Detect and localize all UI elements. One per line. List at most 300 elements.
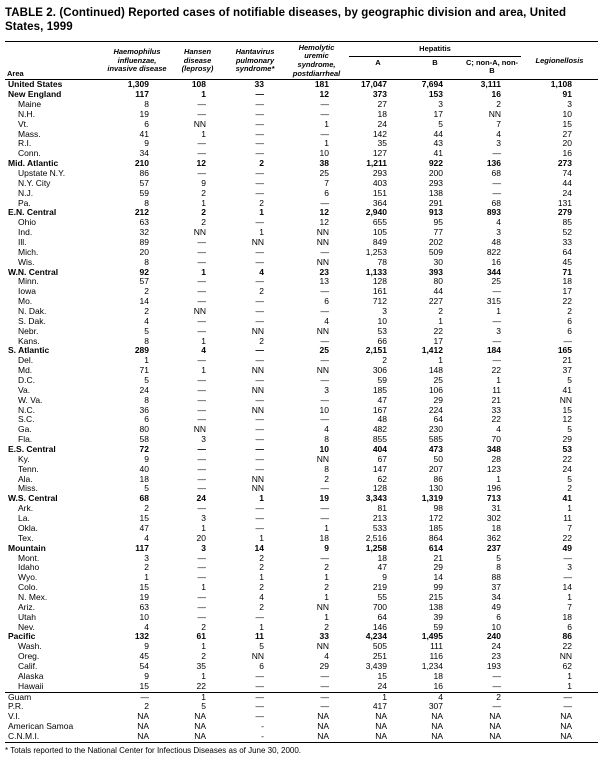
row-value-cell: — <box>197 149 206 159</box>
row-value-cell: 108 <box>191 79 206 90</box>
row-value-cell: 2 <box>201 208 206 218</box>
row-value-cell: 1,234 <box>421 661 443 671</box>
row-value-cell: — <box>197 316 206 326</box>
row-value-cell: NN <box>251 484 264 494</box>
row-value-cell: NA <box>194 722 206 732</box>
row-value-cell: 307 <box>428 702 443 712</box>
row-value-cell: 20 <box>196 533 206 543</box>
row-value-cell: 1 <box>324 592 329 602</box>
row-value-cell: 22 <box>433 326 443 336</box>
row-value-cell: 18 <box>562 612 573 622</box>
row-value-cell: 55 <box>377 592 387 602</box>
row-value-cell: 28 <box>491 454 502 464</box>
row-value-cell: 27 <box>562 129 573 139</box>
row-area-label: Upstate N.Y. <box>18 168 66 178</box>
row-area-label: Iowa <box>18 287 36 297</box>
row-value-cell: 1 <box>438 356 443 366</box>
row-value-cell: — <box>563 553 573 563</box>
row-value-cell: 25 <box>319 346 329 356</box>
table-row <box>5 287 598 297</box>
row-value-cell: 215 <box>428 592 443 602</box>
row-value-cell: NN <box>251 366 264 376</box>
row-value-cell: — <box>255 297 264 307</box>
row-value-cell: — <box>255 178 264 188</box>
row-value-cell: — <box>255 376 264 386</box>
row-value-cell: NA <box>521 732 598 742</box>
row-value-cell: 5 <box>438 119 443 129</box>
row-value-cell: 19 <box>139 592 149 602</box>
row-value-cell: 3 <box>567 563 573 573</box>
row-value-cell: — <box>197 247 206 257</box>
row-value-cell: — <box>255 464 264 474</box>
row-value-cell: — <box>492 681 502 691</box>
row-value-cell: 822 <box>486 247 502 257</box>
row-value-cell: 17 <box>562 287 573 297</box>
row-area-label: Minn. <box>18 277 39 287</box>
row-value-cell: — <box>255 90 264 100</box>
row-area-label: E.N. Central <box>8 208 57 218</box>
row-value-cell: 128 <box>372 277 387 287</box>
row-value-cell: 9 <box>324 543 329 553</box>
table-row <box>5 238 598 248</box>
row-value-cell: 41 <box>562 385 573 395</box>
row-value-cell: — <box>320 99 329 109</box>
table-row <box>5 544 598 554</box>
row-value-cell: — <box>255 346 264 356</box>
row-value-cell: 2 <box>259 553 264 563</box>
row-value-cell: 111 <box>430 642 443 652</box>
row-value-cell: 106 <box>428 385 443 395</box>
row-value-cell: 35 <box>377 139 387 149</box>
row-area-label: Ky. <box>18 454 30 464</box>
table-row <box>5 327 598 337</box>
table-row <box>5 159 598 169</box>
row-value-cell: NN <box>251 405 264 415</box>
row-value-cell: 127 <box>372 149 387 159</box>
row-value-cell: 138 <box>428 188 443 198</box>
row-area-label: N.Y. City <box>18 178 51 188</box>
row-area-label: N.H. <box>18 109 35 119</box>
row-value-cell: 7 <box>567 602 573 612</box>
row-value-cell: 193 <box>486 661 502 671</box>
row-area-label: Va. <box>18 385 31 395</box>
row-value-cell: — <box>320 198 329 208</box>
row-value-cell: 4 <box>201 346 206 356</box>
row-value-cell: 10 <box>319 405 329 415</box>
row-area-label: Hawaii <box>18 681 44 691</box>
row-value-cell: 78 <box>377 257 387 267</box>
row-value-cell: 10 <box>491 622 502 632</box>
table-row <box>5 662 598 672</box>
row-value-cell: 2 <box>144 563 149 573</box>
table-row <box>5 386 598 396</box>
row-value-cell: 18 <box>491 523 502 533</box>
row-value-cell: 3 <box>496 139 502 149</box>
row-value-cell: — <box>492 356 502 366</box>
row-value-cell: 1 <box>259 494 264 504</box>
row-value-cell: — <box>320 504 329 514</box>
row-value-cell: 12 <box>562 415 573 425</box>
row-value-cell: — <box>197 592 206 602</box>
row-value-cell: 21 <box>562 356 573 366</box>
row-value-cell: 8 <box>324 435 329 445</box>
row-value-cell: 7,694 <box>421 79 443 90</box>
row-value-cell: 1 <box>567 504 573 514</box>
row-value-cell: — <box>492 149 502 159</box>
col-group-hepatitis: Hepatitis <box>349 41 521 56</box>
row-value-cell: 47 <box>139 523 149 533</box>
row-value-cell: 1,319 <box>421 494 443 504</box>
row-value-cell: — <box>255 435 264 445</box>
row-value-cell: 68 <box>139 494 149 504</box>
row-value-cell: 167 <box>372 405 387 415</box>
row-value-cell: 64 <box>562 247 573 257</box>
row-value-cell: NA <box>169 732 226 742</box>
row-value-cell: 18 <box>377 109 387 119</box>
row-value-cell: 1 <box>324 612 329 622</box>
row-value-cell: 509 <box>428 247 443 257</box>
row-value-cell: 2 <box>144 702 149 712</box>
row-value-cell: 33 <box>491 405 502 415</box>
row-value-cell: 6 <box>144 119 149 129</box>
row-value-cell: 240 <box>486 632 502 642</box>
row-area-label: Alaska <box>18 671 44 681</box>
row-value-cell: 71 <box>139 366 149 376</box>
row-value-cell: 6 <box>567 316 573 326</box>
row-area-label: Maine <box>18 99 42 109</box>
row-area-label: Guam <box>5 692 105 702</box>
row-value-cell: 184 <box>486 346 502 356</box>
row-value-cell: 2 <box>259 602 264 612</box>
row-value-cell: 31 <box>491 504 502 514</box>
row-value-cell: 11 <box>492 385 502 395</box>
row-value-cell: 131 <box>557 198 573 208</box>
row-value-cell: 3 <box>201 435 206 445</box>
row-value-cell: — <box>492 178 502 188</box>
table-row <box>5 425 598 435</box>
row-area-label: New England <box>8 90 62 100</box>
row-area-label: Wis. <box>18 257 35 267</box>
row-value-cell: 5 <box>201 702 206 712</box>
row-value-cell: 24 <box>139 385 149 395</box>
row-area-label: Calif. <box>18 661 38 671</box>
row-value-cell: 293 <box>372 168 387 178</box>
row-area-label: Mont. <box>18 553 40 563</box>
row-value-cell: 22 <box>562 642 573 652</box>
row-area-label: Kans. <box>18 336 40 346</box>
row-value-cell: 58 <box>139 435 149 445</box>
row-value-cell: 59 <box>377 376 387 386</box>
row-value-cell: — <box>255 188 264 198</box>
row-value-cell: 362 <box>486 533 502 543</box>
table-row <box>5 199 598 209</box>
row-value-cell: NN <box>316 602 329 612</box>
row-value-cell: — <box>320 287 329 297</box>
row-value-cell: — <box>255 99 264 109</box>
row-value-cell: 237 <box>486 543 502 553</box>
table-row <box>5 208 598 218</box>
row-area-label: Del. <box>18 356 34 366</box>
row-value-cell: 1 <box>201 583 206 593</box>
row-value-cell: 138 <box>428 602 443 612</box>
row-value-cell: 393 <box>428 267 443 277</box>
row-value-cell: — <box>197 395 206 405</box>
row-value-cell: 2 <box>324 622 329 632</box>
row-value-cell: 2 <box>567 484 573 494</box>
row-value-cell: 128 <box>372 484 387 494</box>
row-value-cell: 181 <box>314 79 329 90</box>
row-value-cell: — <box>197 238 206 247</box>
row-value-cell: — <box>320 247 329 257</box>
row-value-cell: NA <box>463 732 521 742</box>
row-value-cell: — <box>320 395 329 405</box>
row-value-cell: 3 <box>496 326 502 336</box>
row-value-cell: 8 <box>144 395 149 405</box>
row-value-cell: 2 <box>324 474 329 484</box>
row-area-label: Ark. <box>18 504 34 514</box>
row-value-cell: 2 <box>463 692 521 702</box>
row-value-cell: — <box>563 573 573 583</box>
row-value-cell: 33 <box>319 632 329 642</box>
row-value-cell: 86 <box>139 168 149 178</box>
row-value-cell: — <box>197 356 206 366</box>
row-value-cell: NN <box>316 326 329 336</box>
row-value-cell: 15 <box>562 119 573 129</box>
row-value-cell: 22 <box>562 454 573 464</box>
row-value-cell: 8 <box>496 563 502 573</box>
row-value-cell: 66 <box>377 336 387 346</box>
row-value-cell: 67 <box>377 454 387 464</box>
col-header-hepatitis-a: A <box>349 56 407 79</box>
row-value-cell: 33 <box>562 238 573 247</box>
row-value-cell: 89 <box>139 238 149 247</box>
row-value-cell: — <box>197 454 206 464</box>
table-row <box>5 573 598 583</box>
row-value-cell: 64 <box>377 612 387 622</box>
row-value-cell: 47 <box>377 395 387 405</box>
row-value-cell: 4 <box>144 316 149 326</box>
row-area-label: S. Dak. <box>18 316 46 326</box>
row-value-cell: 147 <box>372 464 387 474</box>
row-value-cell: 2 <box>201 622 206 632</box>
row-value-cell: 80 <box>139 425 149 435</box>
row-value-cell: 1 <box>324 573 329 583</box>
row-value-cell: 3,343 <box>365 494 387 504</box>
row-value-cell: NA <box>137 722 149 732</box>
table-row <box>5 139 598 149</box>
row-value-cell: 202 <box>428 238 443 247</box>
row-value-cell: 165 <box>557 346 573 356</box>
row-value-cell: 3 <box>201 514 206 524</box>
row-value-cell: 5 <box>567 425 573 435</box>
row-value-cell: 5 <box>496 553 502 563</box>
row-value-cell: 4 <box>407 692 463 702</box>
row-value-cell: 14 <box>254 543 264 553</box>
row-value-cell: 8 <box>144 198 149 208</box>
row-value-cell: 5 <box>144 484 149 494</box>
row-value-cell: NA <box>375 712 387 722</box>
row-value-cell: 403 <box>372 178 387 188</box>
row-value-cell: — <box>320 484 329 494</box>
row-value-cell: 1 <box>201 129 206 139</box>
row-value-cell: 2 <box>567 307 573 317</box>
row-value-cell: NA <box>489 712 502 722</box>
row-value-cell: — <box>320 702 329 712</box>
row-value-cell: — <box>492 702 502 712</box>
row-value-cell: 2 <box>438 307 443 317</box>
row-value-cell: NN <box>193 307 206 317</box>
table-row <box>5 524 598 534</box>
row-value-cell: 123 <box>486 464 502 474</box>
col-header-hantavirus: Hantavirus pulmonary syndrome* <box>226 41 284 80</box>
row-value-cell: 24 <box>377 119 387 129</box>
row-value-cell: 15 <box>139 514 149 524</box>
row-area-label: D.C. <box>18 376 35 386</box>
row-value-cell: — <box>255 445 264 455</box>
row-value-cell: 585 <box>428 435 443 445</box>
row-value-cell: 306 <box>372 366 387 376</box>
table-row <box>5 179 598 189</box>
row-value-cell: — <box>197 484 206 494</box>
table-row <box>5 258 598 268</box>
row-value-cell: 1 <box>144 573 149 583</box>
row-value-cell: 251 <box>372 652 387 662</box>
table-row <box>5 189 598 199</box>
row-value-cell: — <box>255 395 264 405</box>
row-value-cell: 10 <box>562 109 573 119</box>
row-area-label: Conn. <box>18 149 41 159</box>
table-row <box>5 514 598 524</box>
row-value-cell: 273 <box>557 159 573 169</box>
table-row <box>5 415 598 425</box>
row-value-cell: 57 <box>139 178 149 188</box>
row-value-cell: 29 <box>433 395 443 405</box>
row-value-cell: 10 <box>319 445 329 455</box>
row-value-cell: 1 <box>259 622 264 632</box>
row-value-cell: NN <box>251 385 264 395</box>
row-value-cell: 1,412 <box>421 346 443 356</box>
row-value-cell: 33 <box>254 79 264 90</box>
row-value-cell: — <box>320 336 329 346</box>
row-value-cell: 10 <box>139 612 149 622</box>
table-row <box>5 613 598 623</box>
row-value-cell: 1,309 <box>127 79 149 90</box>
row-value-cell: - <box>261 722 264 732</box>
table-row <box>5 623 598 633</box>
row-area-label: Pacific <box>8 632 36 642</box>
row-value-cell: 64 <box>433 415 443 425</box>
row-value-cell: NA <box>560 712 573 722</box>
table-row <box>5 110 598 120</box>
table-row <box>5 376 598 386</box>
row-value-cell: 344 <box>486 267 502 277</box>
row-value-cell: 9 <box>144 642 149 652</box>
table-row <box>5 297 598 307</box>
row-value-cell: 48 <box>377 415 387 425</box>
row-value-cell: 62 <box>562 661 573 671</box>
row-value-cell: — <box>255 139 264 149</box>
row-value-cell: 1 <box>169 692 226 702</box>
row-value-cell: — <box>226 692 284 702</box>
row-value-cell: NN <box>316 642 329 652</box>
row-value-cell: 185 <box>372 385 387 395</box>
row-value-cell: 77 <box>433 228 443 238</box>
row-value-cell: NA <box>317 712 329 722</box>
row-area-label: Wyo. <box>18 573 38 583</box>
table-row <box>5 337 598 347</box>
row-value-cell: 3 <box>438 99 443 109</box>
row-value-cell: NA <box>105 732 169 742</box>
row-area-label: Oreg. <box>18 652 40 662</box>
row-value-cell: 9 <box>144 454 149 464</box>
row-value-cell: 7 <box>496 119 502 129</box>
row-value-cell: 20 <box>562 139 573 149</box>
row-value-cell: 16 <box>491 257 502 267</box>
row-value-cell: — <box>255 119 264 129</box>
row-area-label: N. Dak. <box>18 307 47 317</box>
row-value-cell: 92 <box>139 267 149 277</box>
row-value-cell: 86 <box>562 632 573 642</box>
table-row <box>5 120 598 130</box>
row-value-cell: — <box>197 445 206 455</box>
row-value-cell: NN <box>488 109 502 119</box>
row-value-cell: 10 <box>319 149 329 159</box>
row-value-cell: 1 <box>259 228 264 238</box>
row-value-cell: — <box>255 454 264 464</box>
row-value-cell: 2 <box>259 287 264 297</box>
row-value-cell: 9 <box>144 139 149 149</box>
row-area-label: N.J. <box>18 188 34 198</box>
row-area-label: Vt. <box>18 119 29 129</box>
row-value-cell: 34 <box>491 592 502 602</box>
row-value-cell: 22 <box>562 533 573 543</box>
row-value-cell: 2 <box>259 198 264 208</box>
table-row <box>5 642 598 652</box>
row-value-cell: 5 <box>567 376 573 386</box>
row-value-cell: 3,111 <box>480 79 502 90</box>
row-value-cell: 4 <box>324 316 329 326</box>
row-value-cell: 1 <box>201 336 206 346</box>
row-value-cell: 5 <box>567 474 573 484</box>
row-value-cell: 12 <box>319 218 329 228</box>
row-value-cell: 17,047 <box>361 79 387 90</box>
row-area-label: Mid. Atlantic <box>8 159 59 169</box>
row-value-cell: 2 <box>144 504 149 514</box>
row-value-cell: 19 <box>139 109 149 119</box>
row-value-cell: 91 <box>562 90 573 100</box>
row-value-cell: 2,516 <box>365 533 387 543</box>
row-value-cell: 2,151 <box>365 346 387 356</box>
row-value-cell: 47 <box>377 563 387 573</box>
row-value-cell: 1,133 <box>365 267 387 277</box>
row-value-cell: 41 <box>433 149 443 159</box>
row-value-cell: 4 <box>259 592 264 602</box>
row-value-cell: 893 <box>486 208 502 218</box>
row-area-label: Ill. <box>18 238 27 247</box>
table-row <box>5 455 598 465</box>
row-value-cell: — <box>197 287 206 297</box>
row-value-cell: 2 <box>201 652 206 662</box>
row-value-cell: 1 <box>201 523 206 533</box>
row-value-cell: 21 <box>433 553 443 563</box>
col-header-hansen: Hansen disease (leprosy) <box>169 41 226 80</box>
row-value-cell: — <box>255 681 264 691</box>
row-value-cell: NA <box>317 722 329 732</box>
row-value-cell: — <box>255 523 264 533</box>
row-value-cell: 473 <box>428 445 443 455</box>
row-value-cell: 8 <box>144 257 149 267</box>
row-area-label: Mass. <box>18 129 41 139</box>
